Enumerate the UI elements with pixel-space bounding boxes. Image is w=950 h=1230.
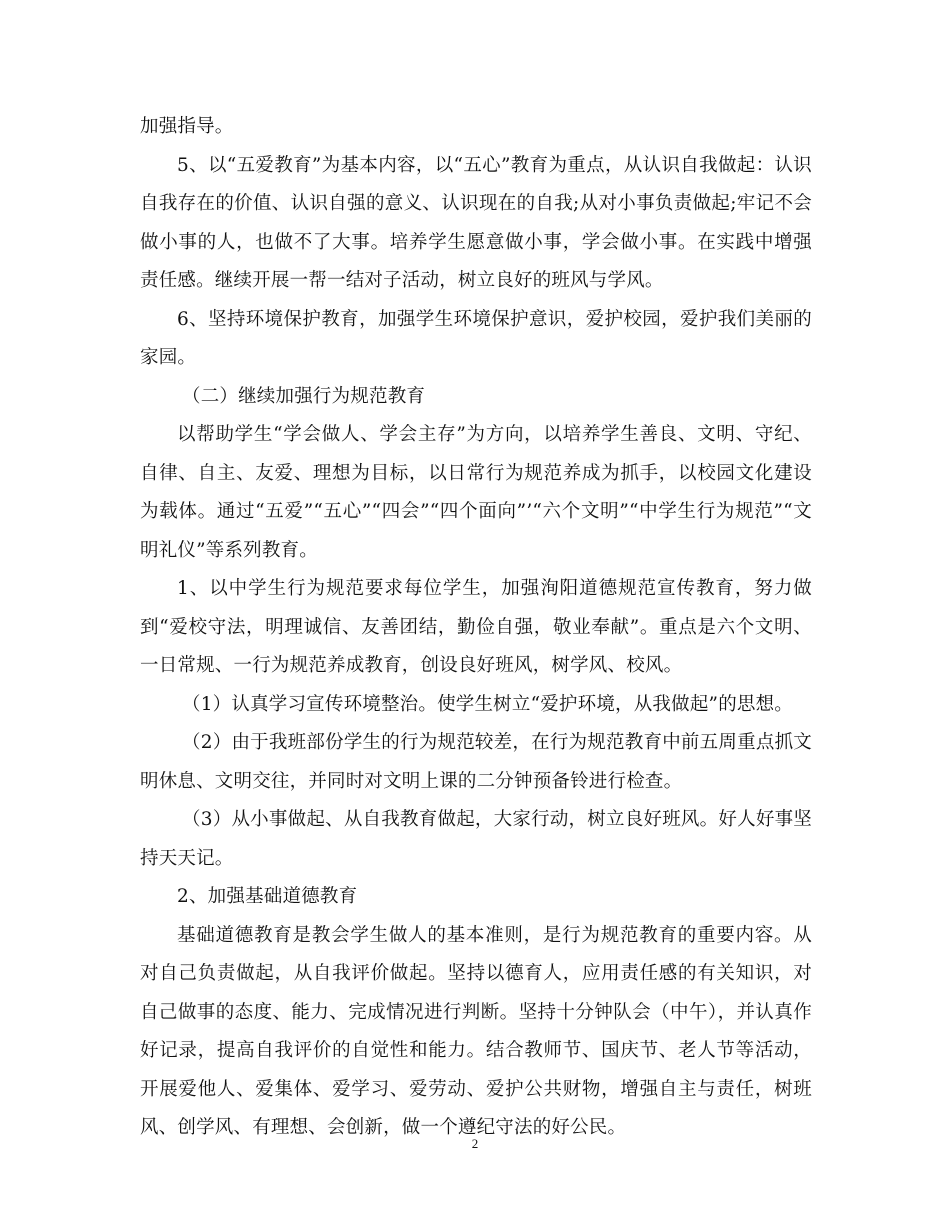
paragraph-behavior-intro: 以帮助学生“学会做人、学会主存”为方向，以培养学生善良、文明、守纪、自律、自主、友爱、理想为目标，以日常行为规范养成为抓手，以校园文化建设为载体。通过“五爱”“五心”“四会”“四个面向”’“六个文明”“中学生行为规范”“文明礼仪”等系列教育。 [140, 424, 812, 561]
paragraph-continuation: 加强指导。 [140, 116, 234, 137]
paragraph-item-1: 1、以中学生行为规范要求每位学生，加强洵阳道德规范宣传教育，努力做到“爱校守法，明理诚信、友善团结，勤俭自强，敬业奉献”。重点是六个文明、一日常规、一行为规范养成教育，创设良好班风，树学风、校风。 [140, 578, 812, 676]
paragraph-subitem-3: （3）从小事做起、从自我教育做起，大家行动，树立良好班风。好人好事坚持天天记。 [140, 809, 812, 869]
heading-item-2: 2、加强基础道德教育 [177, 886, 358, 907]
paragraph-item-6: 6、坚持环境保护教育，加强学生环境保护意识，爱护校园，爱护我们美丽的家园。 [140, 308, 812, 368]
page-number: 2 [471, 1136, 479, 1151]
section-heading-behavior-norms: （二）继续加强行为规范教育 [182, 385, 426, 407]
paragraph-subitem-2: （2）由于我班部份学生的行为规范较差，在行为规范教育中前五周重点抓文明休息、文明交往，并同时对文明上课的二分钟预备铃进行检查。 [140, 732, 812, 792]
paragraph-subitem-1: （1）认真学习宣传环境整治。使学生树立“爱护环境，从我做起”的思想。 [182, 693, 793, 715]
paragraph-moral-education: 基础道德教育是教会学生做人的基本准则，是行为规范教育的重要内容。从对自己负责做起，从自我评价做起。坚持以德育人，应用责任感的有关知识，对自己做事的态度、能力、完成情况进行判断。坚持十分钟队会（中午），并认真作好记录，提高自我评价的自觉性和能力。结合教师节、国庆节、老人节等活动，开展爱他人、爱集体、爱学习、爱劳动、爱护公共财物，增强自主与责任，树班风、创学风、有理想、会创新，做一个遵纪守法的好公民。 [140, 924, 812, 1138]
paragraph-item-5: 5、以“五爱教育”为基本内容，以“五心”教育为重点，从认识自我做起：认识自我存在的价值、认识自强的意义、认识现在的自我;从对小事负责做起;牢记不会做小事的人，也做不了大事。培养学生愿意做小事，学会做小事。在实践中增强责任感。继续开展一帮一结对子活动，树立良好的班风与学风。 [140, 154, 812, 291]
document-body [140, 108, 812, 1148]
